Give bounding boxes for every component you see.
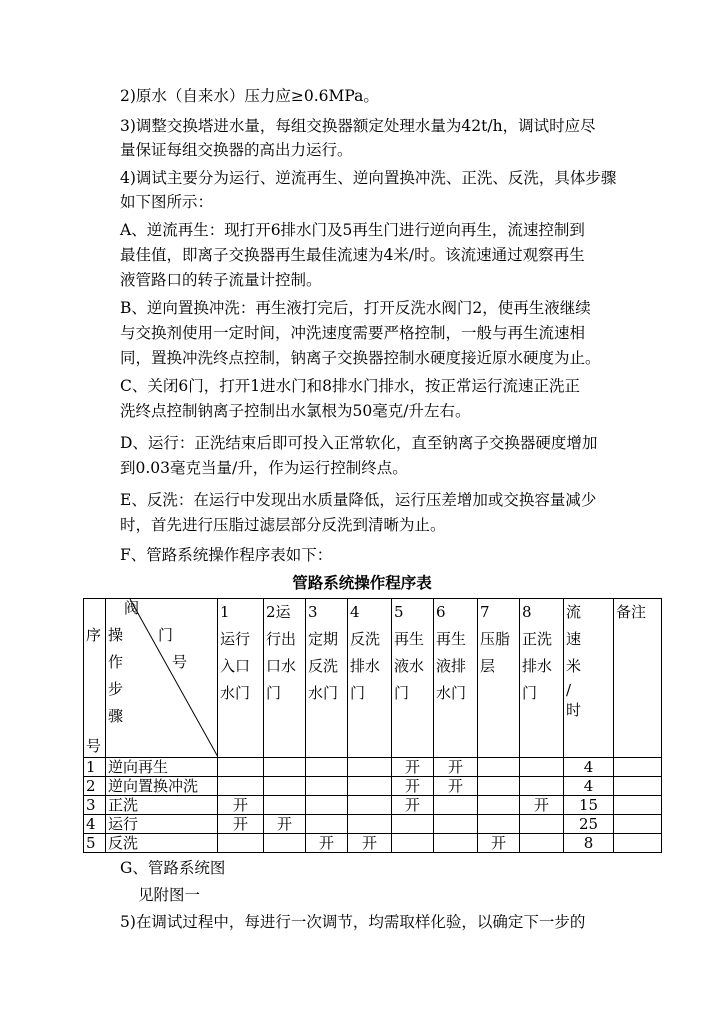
paragraph-line: 洗终点控制钠离子控制出水氯根为50毫克/升左右。 bbox=[120, 402, 471, 420]
diagonal-header bbox=[106, 599, 218, 758]
table-row bbox=[84, 777, 662, 796]
row-cell bbox=[392, 815, 434, 834]
row-cell bbox=[264, 777, 306, 796]
column-header-1: 1 运行 入口 水门 bbox=[218, 599, 264, 758]
diag-side-3: 步 bbox=[108, 680, 124, 698]
paragraph-line: B、逆向置换冲洗：再生液打完后，打开反洗水阀门2，使再生液继续 bbox=[120, 299, 591, 317]
row-seq: 2 bbox=[84, 777, 106, 796]
row-cell: 开 bbox=[392, 777, 434, 796]
row-cell bbox=[264, 834, 306, 853]
row-cell bbox=[348, 796, 392, 815]
row-notes bbox=[614, 815, 662, 834]
paragraph-line: C、关闭6门，打开1进水门和8排水门排水，按正常运行流速正洗正 bbox=[120, 377, 580, 395]
row-cell bbox=[478, 815, 520, 834]
row-cell: 开 bbox=[264, 815, 306, 834]
row-seq: 4 bbox=[84, 815, 106, 834]
row-flow: 25 bbox=[564, 815, 614, 834]
table-row bbox=[84, 834, 662, 853]
paragraph-line: 3)调整交换塔进水量，每组交换器额定处理水量为42t/h，调试时应尽 bbox=[120, 117, 596, 135]
row-cell bbox=[306, 815, 348, 834]
row-cell: 开 bbox=[306, 834, 348, 853]
row-cell: 开 bbox=[478, 834, 520, 853]
paragraph-line: 最佳值，即离子交换器再生最佳流速为4米/时。该流速通过观察再生 bbox=[120, 246, 585, 264]
row-notes bbox=[614, 796, 662, 815]
paragraph-line: 如下图所示： bbox=[120, 193, 214, 211]
paragraph-line: 液管路口的转子流量计控制。 bbox=[120, 271, 322, 289]
row-cell: 开 bbox=[392, 796, 434, 815]
paragraph-line: A、逆流再生：现打开6排水门及5再生门进行逆向再生，流速控制到 bbox=[120, 221, 585, 239]
diag-side-4: 骤 bbox=[108, 707, 124, 725]
row-flow: 4 bbox=[564, 777, 614, 796]
column-header-5: 5 再生 液水 门 bbox=[392, 599, 434, 758]
paragraph-line: 量保证每组交换器的高出力运行。 bbox=[120, 141, 353, 159]
row-cell bbox=[306, 796, 348, 815]
row-cell bbox=[478, 758, 520, 777]
row-cell bbox=[520, 758, 564, 777]
row-cell bbox=[348, 758, 392, 777]
seq-header bbox=[84, 599, 106, 758]
row-notes bbox=[614, 834, 662, 853]
row-step: 逆向置换冲洗 bbox=[106, 777, 218, 796]
section-heading-g: G、管路系统图 bbox=[120, 859, 226, 877]
row-cell: 开 bbox=[392, 758, 434, 777]
row-cell bbox=[520, 815, 564, 834]
row-step: 反洗 bbox=[106, 834, 218, 853]
row-cell bbox=[306, 758, 348, 777]
diag-top-2: 门 bbox=[158, 626, 174, 644]
row-cell: 开 bbox=[520, 796, 564, 815]
row-cell bbox=[434, 815, 478, 834]
column-header-4: 4 反洗 排水 门 bbox=[348, 599, 392, 758]
row-cell bbox=[348, 815, 392, 834]
row-seq: 1 bbox=[84, 758, 106, 777]
diag-side-2: 作 bbox=[108, 653, 124, 671]
paragraph-line: 时，首先进行压脂过滤层部分反洗到清晰为止。 bbox=[120, 516, 446, 534]
row-cell bbox=[218, 777, 264, 796]
row-cell bbox=[218, 834, 264, 853]
row-cell: 开 bbox=[348, 834, 392, 853]
row-cell bbox=[434, 796, 478, 815]
row-cell bbox=[520, 834, 564, 853]
diag-top-3: 号 bbox=[172, 653, 188, 671]
diag-side-1: 操 bbox=[108, 626, 124, 644]
paragraph-line: 与交换剂使用一定时间，冲洗速度需要严格控制，一般与再生流速相 bbox=[120, 324, 586, 342]
row-notes bbox=[614, 758, 662, 777]
paragraph-line: 2)原水（自来水）压力应≥0.6MPa。 bbox=[120, 87, 379, 105]
row-cell bbox=[218, 758, 264, 777]
row-cell: 开 bbox=[218, 815, 264, 834]
row-flow: 15 bbox=[564, 796, 614, 815]
header-row bbox=[84, 599, 662, 758]
row-cell bbox=[264, 758, 306, 777]
row-step: 运行 bbox=[106, 815, 218, 834]
paragraph-line: E、反洗：在运行中发现出水质量降低，运行压差增加或交换容量减少 bbox=[120, 491, 597, 509]
table-title: 管路系统操作程序表 bbox=[292, 574, 432, 592]
row-cell: 开 bbox=[434, 758, 478, 777]
table-row bbox=[84, 758, 662, 777]
row-notes bbox=[614, 777, 662, 796]
column-header-7: 7 压脂 层 bbox=[478, 599, 520, 758]
column-header-flow: 流 速 米 / 时 bbox=[564, 599, 614, 758]
see-appendix: 见附图一 bbox=[138, 886, 201, 904]
column-header-notes: 备注 bbox=[614, 599, 662, 758]
row-step: 正洗 bbox=[106, 796, 218, 815]
row-flow: 4 bbox=[564, 758, 614, 777]
paragraph-line: 同，置换冲洗终点控制，钠离子交换器控制水硬度接近原水硬度为止。 bbox=[120, 349, 601, 367]
row-cell bbox=[520, 777, 564, 796]
row-flow: 8 bbox=[564, 834, 614, 853]
diagonal-line bbox=[106, 599, 218, 757]
seq-header-top: 序 bbox=[86, 626, 102, 644]
row-cell bbox=[348, 777, 392, 796]
column-header-8: 8 正洗 排水 门 bbox=[520, 599, 564, 758]
row-cell bbox=[392, 834, 434, 853]
paragraph-line: 到0.03毫克当量/升，作为运行控制终点。 bbox=[120, 459, 408, 477]
row-cell bbox=[306, 777, 348, 796]
paragraph-line: D、运行：正洗结束后即可投入正常软化，直至钠离子交换器硬度增加 bbox=[120, 434, 598, 452]
table-row bbox=[84, 815, 662, 834]
row-cell bbox=[434, 834, 478, 853]
row-cell: 开 bbox=[434, 777, 478, 796]
row-cell bbox=[478, 796, 520, 815]
column-header-2: 2运 行出 口水 门 bbox=[264, 599, 306, 758]
seq-header-bottom: 号 bbox=[86, 737, 102, 755]
paragraph-line: F、管路系统操作程序表如下： bbox=[120, 546, 333, 564]
paragraph-line: 4)调试主要分为运行、逆流再生、逆向置换冲洗、正洗、反洗，具体步骤 bbox=[120, 169, 617, 187]
row-seq: 3 bbox=[84, 796, 106, 815]
row-cell: 开 bbox=[218, 796, 264, 815]
column-header-6: 6 再生 液排 水门 bbox=[434, 599, 478, 758]
table-row bbox=[84, 796, 662, 815]
diag-top-1: 阀 bbox=[124, 599, 140, 617]
operation-table bbox=[83, 598, 662, 853]
paragraph-line: 5)在调试过程中，每进行一次调节，均需取样化验，以确定下一步的 bbox=[120, 913, 586, 931]
column-header-3: 3 定期 反洗 水门 bbox=[306, 599, 348, 758]
row-seq: 5 bbox=[84, 834, 106, 853]
row-cell bbox=[478, 777, 520, 796]
row-cell bbox=[264, 796, 306, 815]
row-step: 逆向再生 bbox=[106, 758, 218, 777]
